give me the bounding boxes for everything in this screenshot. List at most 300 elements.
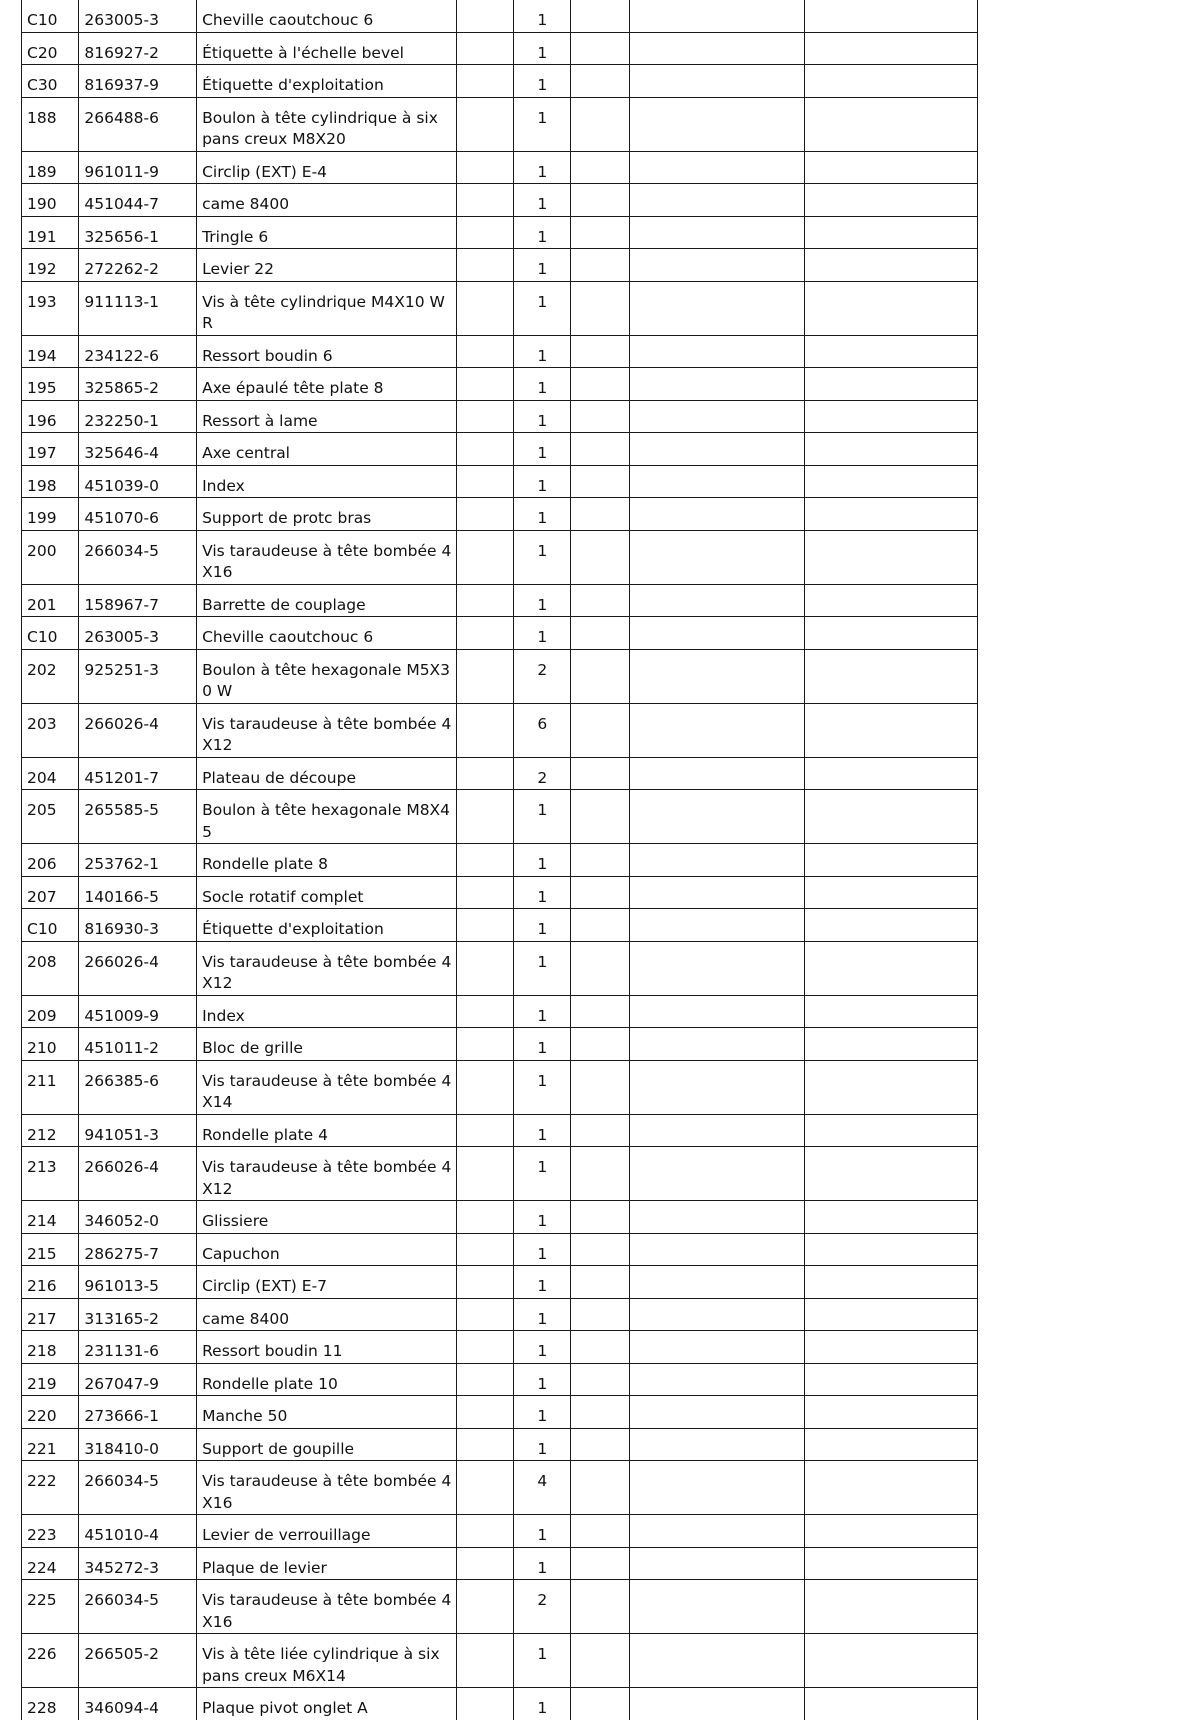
part-number-cell: 325656-1 [79,216,197,249]
empty-cell [804,1396,977,1429]
empty-cell [804,1547,977,1580]
description-cell: Étiquette d'exploitation [197,909,457,942]
ref-cell: 199 [22,498,79,531]
description-cell: Vis taraudeuse à tête bombée 4X16 [197,1580,457,1634]
empty-cell [804,184,977,217]
description-cell: Axe épaulé tête plate 8 [197,368,457,401]
empty-cell [804,790,977,844]
part-number-cell: 925251-3 [79,649,197,703]
quantity-cell: 1 [514,184,571,217]
empty-cell [456,1298,513,1331]
empty-cell [571,249,629,282]
empty-cell [456,433,513,466]
ref-cell: 213 [22,1147,79,1201]
empty-cell [629,1298,804,1331]
part-number-cell: 263005-3 [79,617,197,650]
empty-cell [629,790,804,844]
table-row [22,844,978,877]
ref-cell: 204 [22,757,79,790]
empty-cell [456,617,513,650]
empty-cell [571,465,629,498]
description-cell: Glissiere [197,1201,457,1234]
empty-cell [629,0,804,32]
empty-cell [804,1688,977,1720]
table-row [22,1147,978,1201]
empty-cell [456,1147,513,1201]
empty-cell [804,151,977,184]
empty-cell [804,1266,977,1299]
quantity-cell: 1 [514,1233,571,1266]
part-number-cell: 266488-6 [79,97,197,151]
part-number-cell: 286275-7 [79,1233,197,1266]
quantity-cell: 1 [514,876,571,909]
description-cell: Vis taraudeuse à tête bombée 4X12 [197,703,457,757]
empty-cell [804,0,977,32]
ref-cell: 205 [22,790,79,844]
empty-cell [804,465,977,498]
part-number-cell: 941051-3 [79,1114,197,1147]
empty-cell [804,617,977,650]
ref-cell: 188 [22,97,79,151]
empty-cell [804,368,977,401]
ref-cell: 211 [22,1060,79,1114]
empty-cell [456,1688,513,1720]
part-number-cell: 451201-7 [79,757,197,790]
empty-cell [804,433,977,466]
quantity-cell: 1 [514,1114,571,1147]
table-row [22,184,978,217]
empty-cell [629,216,804,249]
quantity-cell: 4 [514,1461,571,1515]
description-cell: Cheville caoutchouc 6 [197,0,457,32]
part-number-cell: 266034-5 [79,1461,197,1515]
description-cell: Ressort boudin 11 [197,1331,457,1364]
empty-cell [456,1547,513,1580]
part-number-cell: 265585-5 [79,790,197,844]
empty-cell [571,1266,629,1299]
empty-cell [456,1060,513,1114]
part-number-cell: 816927-2 [79,32,197,65]
ref-cell: 190 [22,184,79,217]
empty-cell [571,498,629,531]
empty-cell [629,1688,804,1720]
description-cell: Cheville caoutchouc 6 [197,617,457,650]
empty-cell [804,703,977,757]
description-cell: Plaque pivot onglet A [197,1688,457,1720]
quantity-cell: 1 [514,1547,571,1580]
description-cell: Ressort boudin 6 [197,335,457,368]
description-cell: came 8400 [197,1298,457,1331]
part-number-cell: 266034-5 [79,1580,197,1634]
empty-cell [571,65,629,98]
empty-cell [456,876,513,909]
empty-cell [629,249,804,282]
empty-cell [456,1428,513,1461]
quantity-cell: 1 [514,1396,571,1429]
empty-cell [571,281,629,335]
empty-cell [456,465,513,498]
ref-cell: 194 [22,335,79,368]
empty-cell [456,1233,513,1266]
table-row [22,790,978,844]
table-row [22,1331,978,1364]
table-row [22,400,978,433]
empty-cell [629,335,804,368]
ref-cell: C10 [22,617,79,650]
empty-cell [456,184,513,217]
empty-cell [571,584,629,617]
empty-cell [804,498,977,531]
table-row [22,1634,978,1688]
empty-cell [571,1233,629,1266]
empty-cell [571,530,629,584]
description-cell: Axe central [197,433,457,466]
description-cell: Circlip (EXT) E-7 [197,1266,457,1299]
description-cell: Manche 50 [197,1396,457,1429]
ref-cell: 203 [22,703,79,757]
quantity-cell: 1 [514,97,571,151]
quantity-cell: 1 [514,281,571,335]
empty-cell [456,1028,513,1061]
description-cell: Index [197,465,457,498]
quantity-cell: 2 [514,649,571,703]
empty-cell [629,757,804,790]
part-number-cell: 961011-9 [79,151,197,184]
table-row [22,1233,978,1266]
empty-cell [804,844,977,877]
part-number-cell: 325646-4 [79,433,197,466]
empty-cell [629,465,804,498]
empty-cell [804,1114,977,1147]
description-cell: Barrette de couplage [197,584,457,617]
table-row [22,909,978,942]
empty-cell [456,649,513,703]
empty-cell [571,909,629,942]
ref-cell: C10 [22,0,79,32]
empty-cell [571,941,629,995]
empty-cell [456,1114,513,1147]
description-cell: Plateau de découpe [197,757,457,790]
quantity-cell: 1 [514,617,571,650]
description-cell: Circlip (EXT) E-4 [197,151,457,184]
empty-cell [804,1428,977,1461]
empty-cell [629,1515,804,1548]
table-row [22,498,978,531]
quantity-cell: 1 [514,1028,571,1061]
empty-cell [804,530,977,584]
empty-cell [456,1363,513,1396]
quantity-cell: 1 [514,216,571,249]
empty-cell [804,1147,977,1201]
part-number-cell: 451039-0 [79,465,197,498]
table-row [22,1461,978,1515]
table-row [22,584,978,617]
part-number-cell: 140166-5 [79,876,197,909]
empty-cell [571,216,629,249]
table-row [22,1060,978,1114]
table-row [22,1028,978,1061]
ref-cell: 202 [22,649,79,703]
quantity-cell: 1 [514,335,571,368]
empty-cell [456,844,513,877]
empty-cell [804,1298,977,1331]
empty-cell [804,32,977,65]
description-cell: Levier 22 [197,249,457,282]
ref-cell: 195 [22,368,79,401]
ref-cell: 218 [22,1331,79,1364]
quantity-cell: 1 [514,1298,571,1331]
description-cell: Étiquette à l'échelle bevel [197,32,457,65]
empty-cell [571,1363,629,1396]
description-cell: Boulon à tête cylindrique à six pans creux M8X20 [197,97,457,151]
empty-cell [629,1114,804,1147]
empty-cell [456,909,513,942]
ref-cell: 207 [22,876,79,909]
quantity-cell: 1 [514,1634,571,1688]
empty-cell [571,1331,629,1364]
description-cell: Tringle 6 [197,216,457,249]
part-number-cell: 267047-9 [79,1363,197,1396]
description-cell: Capuchon [197,1233,457,1266]
ref-cell: 201 [22,584,79,617]
empty-cell [629,433,804,466]
part-number-cell: 911113-1 [79,281,197,335]
empty-cell [571,1298,629,1331]
empty-cell [629,876,804,909]
ref-cell: 200 [22,530,79,584]
description-cell: Vis taraudeuse à tête bombée 4X14 [197,1060,457,1114]
empty-cell [456,1266,513,1299]
empty-cell [804,649,977,703]
empty-cell [571,1114,629,1147]
part-number-cell: 158967-7 [79,584,197,617]
empty-cell [571,1580,629,1634]
empty-cell [629,1580,804,1634]
empty-cell [456,703,513,757]
empty-cell [804,1363,977,1396]
ref-cell: 191 [22,216,79,249]
quantity-cell: 1 [514,400,571,433]
empty-cell [571,1428,629,1461]
ref-cell: 196 [22,400,79,433]
ref-cell: 220 [22,1396,79,1429]
quantity-cell: 1 [514,1428,571,1461]
empty-cell [804,281,977,335]
table-row [22,1428,978,1461]
empty-cell [629,151,804,184]
part-number-cell: 451009-9 [79,995,197,1028]
empty-cell [571,1147,629,1201]
quantity-cell: 1 [514,498,571,531]
table-row [22,0,978,32]
empty-cell [456,249,513,282]
part-number-cell: 231131-6 [79,1331,197,1364]
empty-cell [571,151,629,184]
ref-cell: 216 [22,1266,79,1299]
empty-cell [629,844,804,877]
empty-cell [629,1060,804,1114]
part-number-cell: 272262-2 [79,249,197,282]
quantity-cell: 2 [514,1580,571,1634]
quantity-cell: 1 [514,465,571,498]
quantity-cell: 1 [514,1201,571,1234]
description-cell: Plaque de levier [197,1547,457,1580]
part-number-cell: 346094-4 [79,1688,197,1720]
empty-cell [804,757,977,790]
empty-cell [629,1028,804,1061]
ref-cell: 193 [22,281,79,335]
empty-cell [804,941,977,995]
empty-cell [456,584,513,617]
quantity-cell: 1 [514,249,571,282]
table-row [22,757,978,790]
empty-cell [456,1580,513,1634]
empty-cell [804,1580,977,1634]
table-row [22,433,978,466]
empty-cell [456,65,513,98]
description-cell: Vis à tête cylindrique M4X10 WR [197,281,457,335]
empty-cell [629,65,804,98]
table-row [22,1114,978,1147]
table-row [22,703,978,757]
description-cell: Bloc de grille [197,1028,457,1061]
empty-cell [804,1461,977,1515]
empty-cell [629,1428,804,1461]
empty-cell [804,1331,977,1364]
description-cell: Ressort à lame [197,400,457,433]
empty-cell [629,1634,804,1688]
description-cell: came 8400 [197,184,457,217]
ref-cell: 217 [22,1298,79,1331]
table-row [22,649,978,703]
table-row [22,1547,978,1580]
empty-cell [804,1515,977,1548]
empty-cell [456,1396,513,1429]
empty-cell [629,1201,804,1234]
empty-cell [629,649,804,703]
quantity-cell: 1 [514,0,571,32]
table-row [22,1396,978,1429]
empty-cell [456,995,513,1028]
empty-cell [804,995,977,1028]
part-number-cell: 266385-6 [79,1060,197,1114]
empty-cell [571,184,629,217]
table-row [22,1688,978,1720]
part-number-cell: 345272-3 [79,1547,197,1580]
table-row [22,941,978,995]
quantity-cell: 1 [514,995,571,1028]
ref-cell: 215 [22,1233,79,1266]
part-number-cell: 263005-3 [79,0,197,32]
empty-cell [571,0,629,32]
empty-cell [804,65,977,98]
description-cell: Socle rotatif complet [197,876,457,909]
part-number-cell: 266505-2 [79,1634,197,1688]
table-row [22,1580,978,1634]
table-row [22,876,978,909]
empty-cell [804,97,977,151]
part-number-cell: 325865-2 [79,368,197,401]
empty-cell [629,1331,804,1364]
part-number-cell: 451070-6 [79,498,197,531]
table-row [22,995,978,1028]
empty-cell [804,335,977,368]
empty-cell [629,400,804,433]
ref-cell: 224 [22,1547,79,1580]
empty-cell [629,1396,804,1429]
quantity-cell: 1 [514,584,571,617]
part-number-cell: 266026-4 [79,703,197,757]
table-row [22,530,978,584]
part-number-cell: 346052-0 [79,1201,197,1234]
part-number-cell: 273666-1 [79,1396,197,1429]
empty-cell [629,281,804,335]
empty-cell [571,1688,629,1720]
description-cell: Rondelle plate 10 [197,1363,457,1396]
table-row [22,32,978,65]
description-cell: Vis taraudeuse à tête bombée 4X16 [197,530,457,584]
empty-cell [629,1266,804,1299]
description-cell: Étiquette d'exploitation [197,65,457,98]
quantity-cell: 1 [514,1147,571,1201]
empty-cell [571,703,629,757]
part-number-cell: 816937-9 [79,65,197,98]
quantity-cell: 1 [514,368,571,401]
ref-cell: 210 [22,1028,79,1061]
empty-cell [804,1201,977,1234]
ref-cell: 206 [22,844,79,877]
empty-cell [629,1461,804,1515]
empty-cell [571,995,629,1028]
empty-cell [629,1233,804,1266]
ref-cell: 212 [22,1114,79,1147]
empty-cell [571,433,629,466]
ref-cell: 198 [22,465,79,498]
empty-cell [456,530,513,584]
empty-cell [629,617,804,650]
empty-cell [629,584,804,617]
description-cell: Rondelle plate 8 [197,844,457,877]
quantity-cell: 1 [514,844,571,877]
ref-cell: 189 [22,151,79,184]
empty-cell [571,1201,629,1234]
empty-cell [629,1547,804,1580]
parts-list-body [22,0,978,1720]
ref-cell: 223 [22,1515,79,1548]
ref-cell: C20 [22,32,79,65]
part-number-cell: 266026-4 [79,1147,197,1201]
part-number-cell: 451011-2 [79,1028,197,1061]
part-number-cell: 253762-1 [79,844,197,877]
empty-cell [571,617,629,650]
empty-cell [571,790,629,844]
empty-cell [571,1634,629,1688]
quantity-cell: 1 [514,941,571,995]
empty-cell [456,97,513,151]
quantity-cell: 1 [514,433,571,466]
ref-cell: 192 [22,249,79,282]
ref-cell: 226 [22,1634,79,1688]
quantity-cell: 1 [514,1363,571,1396]
empty-cell [804,876,977,909]
empty-cell [456,216,513,249]
description-cell: Rondelle plate 4 [197,1114,457,1147]
empty-cell [456,1201,513,1234]
empty-cell [456,281,513,335]
empty-cell [456,0,513,32]
table-row [22,1363,978,1396]
table-row [22,1515,978,1548]
